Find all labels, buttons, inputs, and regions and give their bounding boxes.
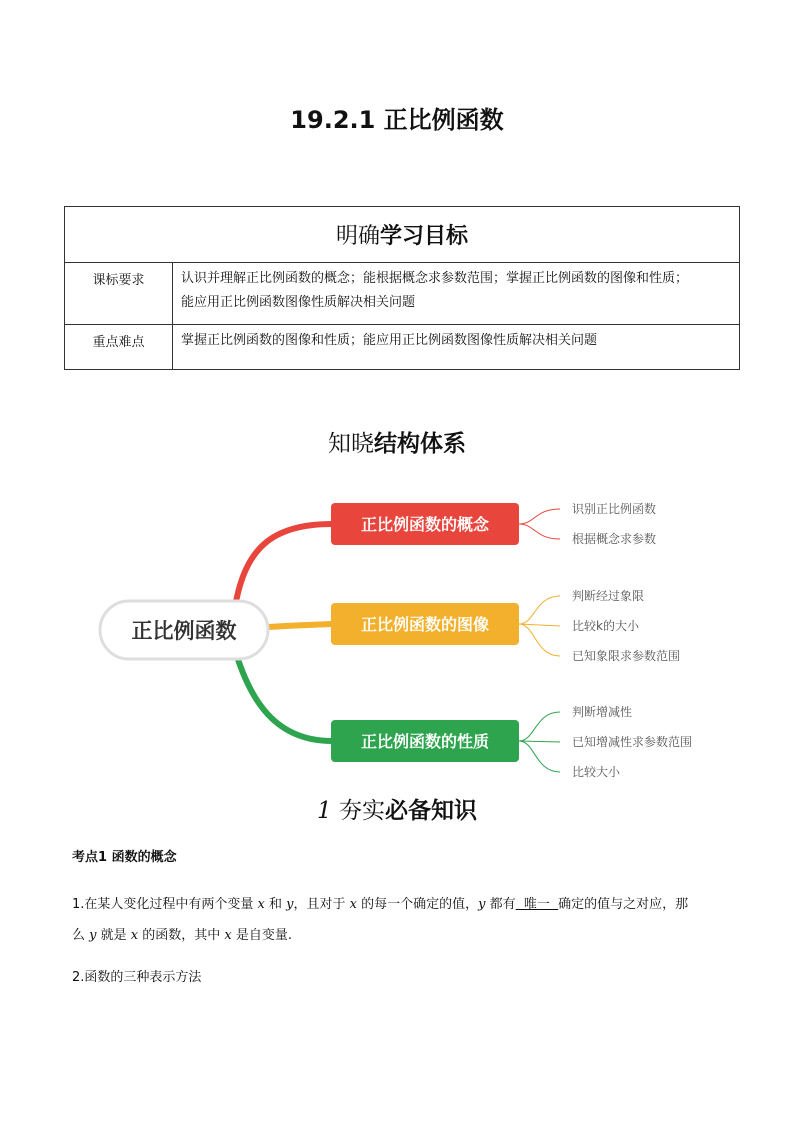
fill-blank-answer: 唯一 <box>515 897 559 912</box>
leaf-label: 识别正比例函数 <box>572 502 657 516</box>
goals-table-heading <box>65 207 740 263</box>
text-span: 的函数，其中 <box>138 928 225 943</box>
text-span: 的每一个确定的值， <box>357 897 479 912</box>
connector-property <box>235 650 332 741</box>
branch-concept-label: 正比例函数的概念 <box>360 515 490 534</box>
text-span: 都有 <box>485 897 516 912</box>
learning-goals-table <box>64 206 740 370</box>
text-span: 是自变量. <box>231 928 292 943</box>
leaf-label: 比较大小 <box>572 765 621 779</box>
leaf-connector <box>519 712 560 741</box>
text-span: 么 <box>72 928 90 943</box>
goals-heading-plain: 明确 <box>335 224 380 249</box>
goals-heading-bold: 学习目标 <box>380 224 469 249</box>
knowledge-title-plain: 夯实 <box>338 798 385 824</box>
variable-x: x <box>349 897 357 912</box>
document-title: 19.2.1 正比例函数 <box>290 106 504 134</box>
structure-title-bold: 结构体系 <box>374 431 466 457</box>
root-node-label: 正比例函数 <box>131 619 237 643</box>
leaf-label: 判断增减性 <box>572 705 633 719</box>
goal-row-text-line: 能应用正比例函数图像性质解决相关问题 <box>181 295 416 310</box>
branch-graph-label: 正比例函数的图像 <box>360 615 490 634</box>
variable-y: y <box>286 897 294 912</box>
goal-row-text-line: 掌握正比例函数的图像和性质；能应用正比例函数图像性质解决相关问题 <box>181 333 598 348</box>
branch-property-label: 正比例函数的性质 <box>360 732 490 751</box>
goal-row-label: 重点难点 <box>65 325 173 370</box>
text-span: 就是 <box>96 928 131 943</box>
goal-row-text <box>173 263 740 325</box>
section-number: 1 <box>317 798 332 824</box>
text-span: 1.在某人变化过程中有两个变量 <box>72 897 258 912</box>
structure-section-title <box>0 425 794 458</box>
variable-y: y <box>478 897 486 912</box>
goal-row-text <box>173 325 740 370</box>
kaodian-heading: 考点1 函数的概念 <box>72 850 177 865</box>
leaf-connector <box>519 624 560 656</box>
leaf-label: 已知象限求参数范围 <box>572 649 681 663</box>
knowledge-title-bold: 必备知识 <box>384 798 477 824</box>
connector-concept <box>235 524 332 607</box>
mind-map <box>0 490 794 790</box>
structure-title-plain: 知晓 <box>328 431 374 457</box>
leaf-connector <box>519 524 560 539</box>
leaf-label: 比较k的大小 <box>572 619 639 633</box>
text-span: 确定的值与之对应，那 <box>558 897 689 912</box>
variable-x: x <box>224 928 232 943</box>
connector-graph <box>268 624 332 627</box>
variable-y: y <box>89 928 97 943</box>
leaf-label: 判断经过象限 <box>572 589 645 603</box>
knowledge-section-title <box>0 792 794 825</box>
leaf-label: 根据概念求参数 <box>572 532 657 546</box>
leaf-label: 已知增减性求参数范围 <box>572 735 693 749</box>
text-span: 和 <box>264 897 287 912</box>
variable-x: x <box>130 928 139 943</box>
goal-row-label: 课标要求 <box>65 263 173 325</box>
leaf-connector <box>519 741 560 742</box>
goal-row-text-line: 认识并理解正比例函数的概念；能根据概念求参数范围；掌握正比例函数的图像和性质； <box>181 271 689 286</box>
kaodian-paragraph-1 <box>72 889 722 951</box>
text-span: ，且对于 <box>293 897 350 912</box>
kaodian-paragraph-2: 2.函数的三种表示方法 <box>72 970 202 985</box>
leaf-connector <box>519 741 560 772</box>
variable-x: x <box>257 897 265 912</box>
leaf-connector <box>519 596 560 624</box>
leaf-connector <box>519 509 560 524</box>
